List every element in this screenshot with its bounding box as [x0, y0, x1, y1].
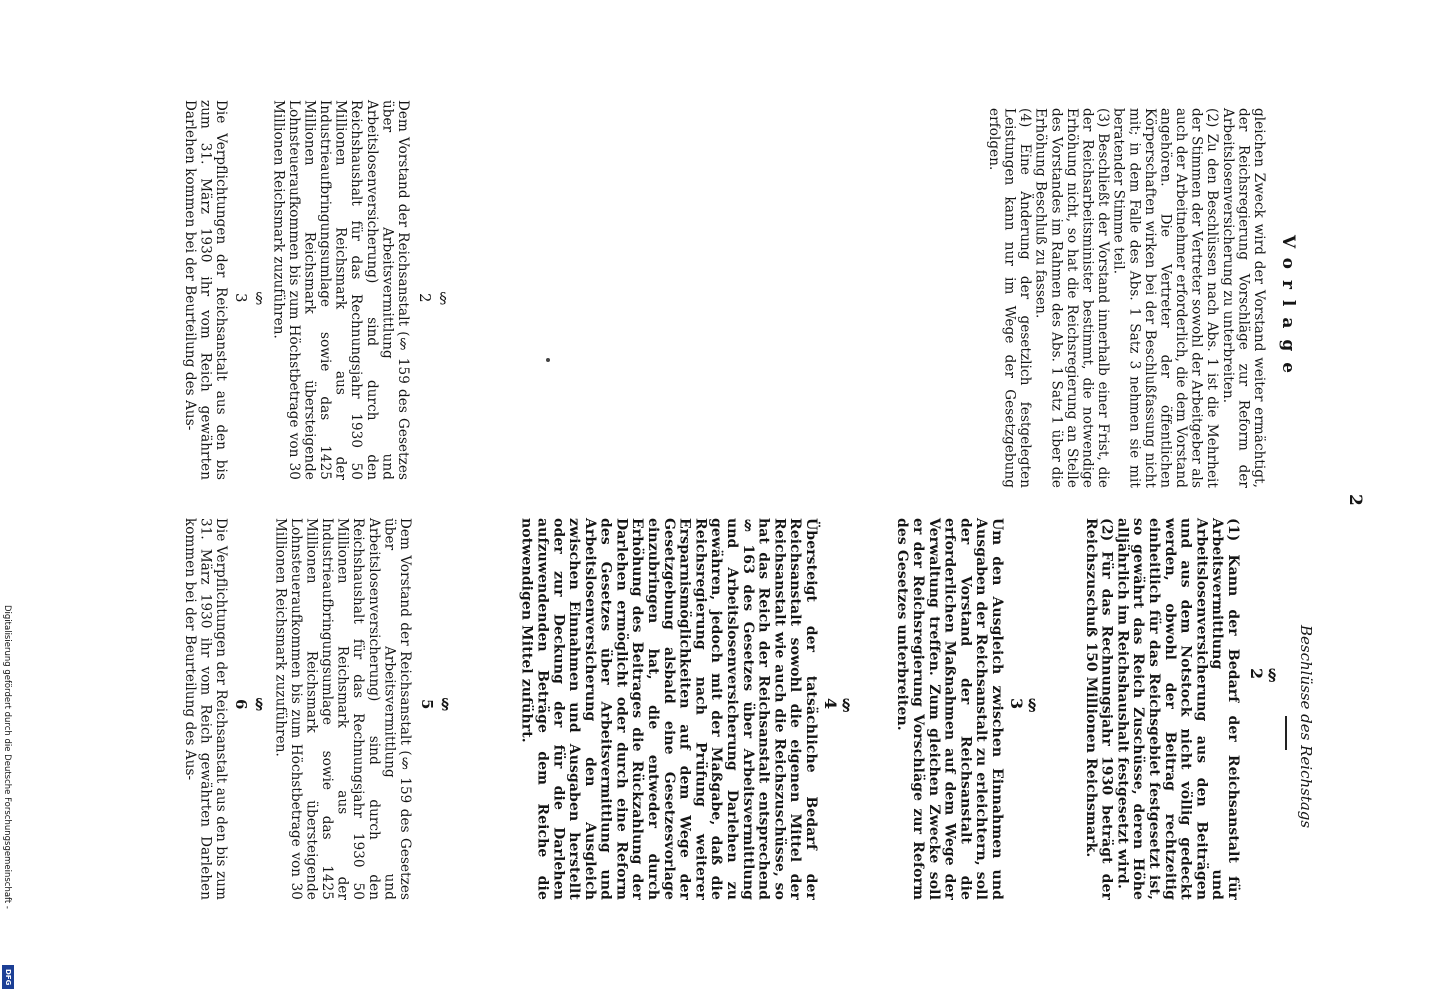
beschluss-sec2-heading: § 2 [1246, 664, 1282, 684]
beschluss-sec6-heading: § 6 [232, 695, 268, 713]
beschluss-sec4-text: Übersteigt der tatsächliche Bedarf der Reichsanstalt sowohl die eigenen Mittel der Reichsanstalt wie auch die Reichszuschüsse, so hat das Reich der Reichsanstalt entsprechend § 163 des Gesetzes über Arbeitsvermittlung und Arbeitslosenversicherung Darlehen zu gewähren, jedoch mit der Maßgabe, daß die Reichsregierung nach Prüfung weiterer Ersparnismöglichkeiten auf dem Wege der Gesetzgebung alsbald eine Gesetzesvorlage einzubringen hat, die entweder durch Erhöhung des Beitrages die Rückzahlung der Darlehen ermöglicht oder durch eine Reform des Gesetzes über Arbeitsvermittlung und Arbeitslosenversicherung den Ausgleich zwischen Einnahmen und Ausgaben herstellt oder zur Deckung der für die Darlehen aufzuwendenden Beträge dem Reiche die notwendigen Mittel zuführt. [518, 518, 819, 900]
beschluss-sec5-heading: § 5 [418, 695, 454, 713]
digitization-sidebar [0, 0, 18, 1000]
heading-vorlage: Vorlage [1278, 235, 1298, 385]
vorlage-sec2-text: Dem Vorstand der Reichsanstalt (§ 159 des Gesetzes über Arbeitsvermittlung und Arbeitslosenversicherung) sind durch den Reichshaushalt für das Rechnungsjahr 1930 50 Millionen Reichsmark aus der Industrieaufbringungsumlage sowie das 1425 Millionen Reichsmark übersteigende Lohnsteueraufkommen bis zum Höchstbetrage von 30 Millionen Reichsmark zuzuführen. [270, 100, 411, 480]
section-rule [1285, 716, 1287, 750]
beschluss-sec4-heading: § 4 [820, 694, 856, 714]
beschluss-sec6-text: Die Verpflichtungen der Reichsanstalt aus den bis zum 31. März 1930 ihr vom Reich gewährten Darlehen kommen bei der Beurteilung des Aus- [181, 518, 229, 900]
speck-mark [546, 358, 550, 362]
page-number: 2 [1345, 494, 1365, 506]
vorlage-sec2-heading: § 2 [416, 289, 452, 307]
beschluss-sec3-heading: § 3 [1006, 694, 1042, 714]
dfg-logo: DFG [2, 965, 14, 989]
heading-beschluesse: Beschlüsse des Reichstags [1297, 625, 1315, 829]
beschluss-sec3-text: Um den Ausgleich zwischen Einnahmen und Ausgaben der Reichsanstalt zu erleichtern, soll der Vorstand der Reichsanstalt die erforderlichen Maßnahmen auf dem Wege der Verwaltung treffen. Zum gleichen Zwecke soll er der Reichsregierung Vorschläge zur Reform des Gesetzes unterbreiten. [894, 518, 1005, 900]
beschluss-sec2-text: (1) Kann der Bedarf der Reichsanstalt für Arbeitsvermittlung und Arbeitslosenversicherung aus den Beiträgen und aus dem Notstock nicht völlig gedeckt werden, obwohl der Beitrag rechtzeitig einheitlich für das Reichsgebiet festgesetzt ist, so gewährt das Reich Zuschüsse, deren Höhe alljährlich im Reichshaushalt festgesetzt wird. (2) Für das Rechnungsjahr 1930 beträgt der Reichszuschuß 150 Millionen Reichsmark. [1082, 518, 1241, 900]
vorlage-sec3-text: Die Verpflichtungen der Reichsanstalt aus den bis zum 31. März 1930 ihr vom Reich gewährten Darlehen kommen bei der Beurteilung des Aus- [181, 100, 229, 480]
beschluss-sec5-text: Dem Vorstand der Reichsanstalt (§ 159 des Gesetzes über Arbeitsvermittlung und Arbeitslosenversicherung) sind durch den Reichshaushalt für das Rechnungsjahr 1930 50 Millionen Reichsmark aus der Industrieaufbringungsumlage sowie das 1425 Millionen Reichsmark übersteigende Lohnsteueraufkommen bis zum Höchstbetrage von 30 Millionen Reichsmark zuzuführen. [272, 518, 413, 900]
digitization-note: Digitalisierung gefördert durch die Deutsche Forschungsgemeinschaft - [2, 605, 12, 909]
vorlage-top-paragraph: gleichen Zweck wird der Vorstand weiter ermächtigt, der Reichsregierung Vorschläge zur Reform der Arbeitslosenversicherung zu unterbreiten. (2) Zu den Beschlüssen nach Abs. 1 ist die Mehrheit der Stimmen der Vertreter sowohl der Arbeitgeber als auch der Arbeitnehmer erforderlich, die dem Vorstand angehören. Die Vertreter der öffentlichen Körperschaften wirken bei der Beschlußfassung nicht mit; in dem Falle des Abs. 1 Satz 3 nehmen sie mit beratender Stimme teil. (3) Beschließt der Vorstand innerhalb einer Frist, die der Reichsarbeitsminister bestimmt, die notwendige Erhöhung nicht, so hat die Reichsregierung an Stelle des Vorstandes im Rahmen des Abs. 1 Satz 1 über die Erhöhung Beschluß zu fassen. (4) Eine Änderung der gesetzlich festgelegten Leistungen kann nur im Wege der Gesetzgebung erfolgen. [985, 108, 1267, 488]
vorlage-sec3-heading: § 3 [232, 289, 268, 307]
